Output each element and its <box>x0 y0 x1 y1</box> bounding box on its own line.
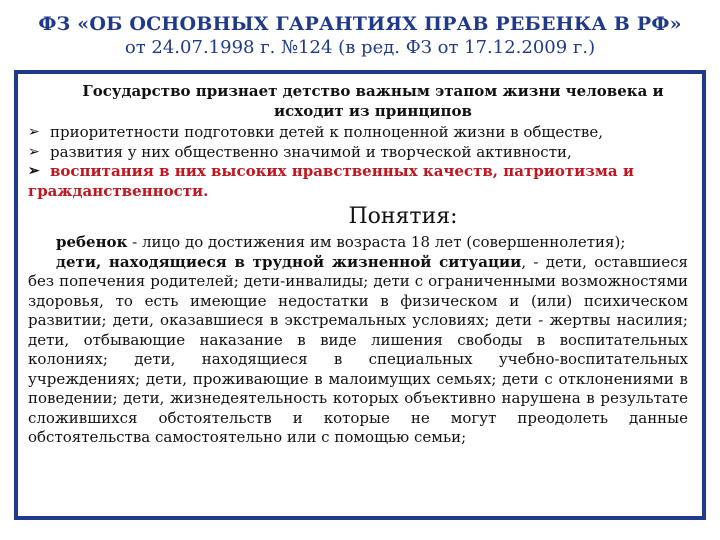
child-definition <box>28 233 688 253</box>
law-title: ФЗ «ОБ ОСНОВНЫХ ГАРАНТИЯХ ПРАВ РЕБЕНКА В РФ» <box>38 13 682 35</box>
law-date-subtitle: от 24.07.1998 г. №124 (в ред. ФЗ от 17.12.2009 г.) <box>124 37 596 58</box>
arrowhead-bullet-icon: ➢ <box>28 143 40 160</box>
content-frame <box>14 70 706 520</box>
principles-list <box>28 123 688 182</box>
principle-text: развития у них общественно значимой и творческой активности, <box>50 142 572 161</box>
concepts-heading: Понятия: <box>348 204 458 229</box>
intro-statement: Государство признает детство важным этапом жизни человека и исходит из принципов <box>82 82 664 120</box>
principle-text: приоритетности подготовки детей к полноценной жизни в обществе, <box>50 123 603 141</box>
principle-item-highlighted <box>28 162 688 182</box>
principle-item <box>28 123 688 143</box>
arrowhead-bullet-icon: ➢ <box>28 163 40 179</box>
arrowhead-bullet-icon: ➢ <box>28 124 40 140</box>
difficult-situation-definition <box>28 253 688 448</box>
child-term: ребенок <box>56 233 128 251</box>
difficult-situation-text: , - дети, оставшиеся без попечения родителей; дети-инвалиды; дети с ограниченными возможностями здоровья, то есть имеющие недостатки в физическом и (или) психическом развитии; дети, оказавшиеся в экстремальных условиях; дети - жертвы насилия; дети, отбывающие наказание в виде лишения свободы в воспитательных колониях; дети, находящиеся в специальных учебно-воспитательных учреждениях; дети, проживающие в малоимущих семьях; дети с отклонениями в поведении; дети, жизнедеятельность которых объективно нарушена в результате сложившихся обстоятельств и которые не могут преодолеть данные обстоятельства самостоятельно или с помощью семьи; <box>28 252 688 446</box>
principle-item <box>28 143 688 163</box>
principle-text: воспитания в них высоких нравственных качеств, патриотизма и <box>50 162 634 180</box>
difficult-situation-term: дети, находящиеся в трудной жизненной ситуации <box>56 252 522 271</box>
principle-continuation: гражданственности. <box>28 181 209 200</box>
page-title <box>0 12 720 60</box>
child-definition-text: - лицо до достижения им возраста 18 лет (совершеннолетия); <box>127 233 626 251</box>
